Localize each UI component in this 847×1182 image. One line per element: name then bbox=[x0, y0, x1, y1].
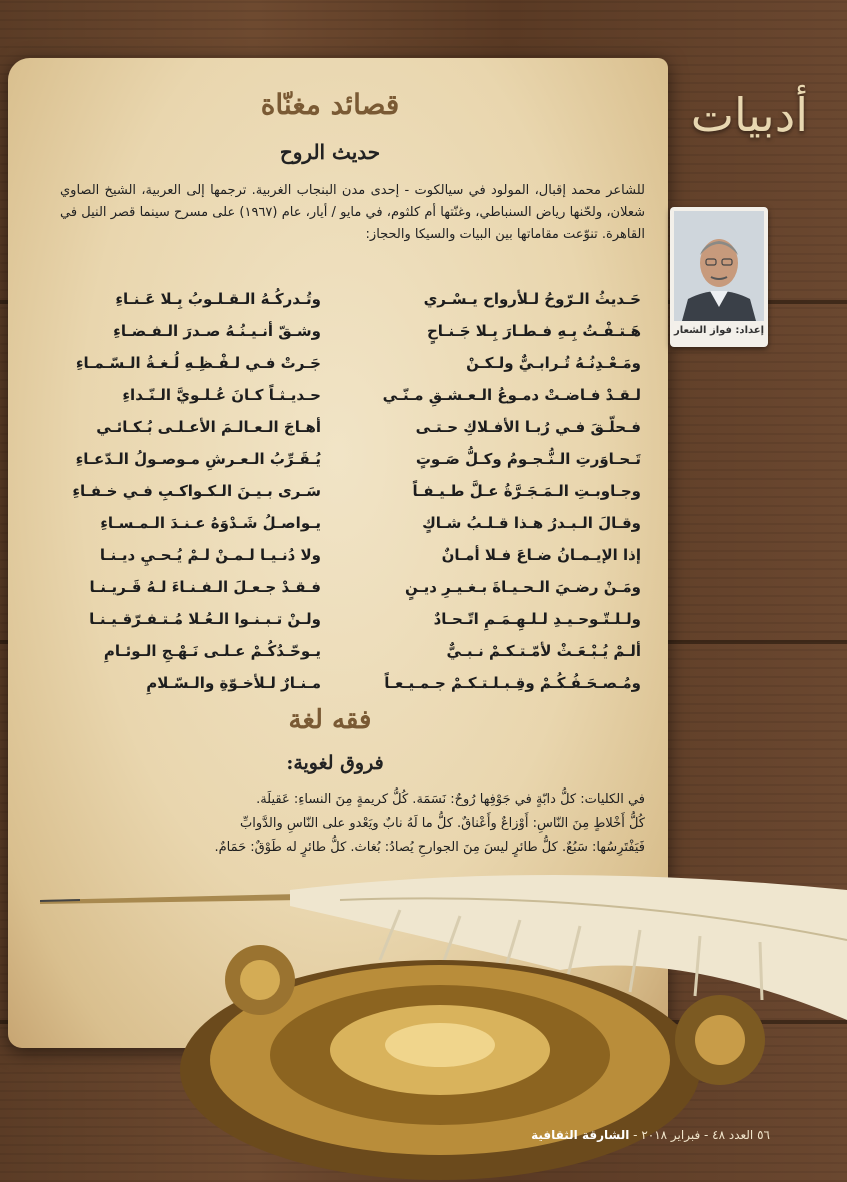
page-footer bbox=[530, 1128, 770, 1142]
verse-second-half: ولـنْ تـبـنـوا الـعُـلا مُـتـفـرّقـيـنـا bbox=[89, 610, 321, 628]
verse-second-half: سَـرى بـيـنَ الـكـواكـبِ فـي خـفـاءِ bbox=[72, 482, 321, 500]
verse-first-half: لـقـدْ فـاضـتْ دمـوعُ الـعـشـقِ مـنّـي bbox=[382, 386, 641, 404]
verse-second-half: يُـقَـرِّبُ الـعـرشِ مـوصـولُ الـدّعـاءِ bbox=[75, 450, 321, 468]
verse-first-half: ومَـنْ رضـيَ الـحـيـاةَ بـغـيـرِ ديـنٍ bbox=[404, 578, 641, 596]
verse-second-half: وشـقّ أنـيـنُـهُ صـدرَ الـفـضـاءِ bbox=[113, 322, 321, 340]
fiqh-line: كُلُّ أَخْلاطٍ مِنَ النّاسِ: أَوْزاعٌ وأَعْناقٌ. كلُّ ما لَهُ نابٌ ويَعْدو على النّاسِ والدَّوابِّ bbox=[239, 816, 645, 831]
poem-row bbox=[56, 610, 641, 642]
verse-first-half: هَـتـفْـتُ بِـهِ فـطـارَ بِـلا جَـنـاحٍ bbox=[426, 322, 641, 340]
author-card bbox=[670, 207, 768, 347]
section-label: أدبيات bbox=[690, 88, 808, 142]
verse-second-half: يـواصـلُ شَـدْوَهُ عـنـدَ الـمـسـاءِ bbox=[100, 514, 321, 532]
poem-row bbox=[56, 354, 641, 386]
verse-second-half: فـقـدْ جـعـلَ الـفـنـاءَ لـهُ قَـريـنـا bbox=[89, 578, 321, 596]
inkwell-image bbox=[160, 920, 847, 1182]
fiqh-line: فَيَفْتَرِسُها: سَبُعٌ. كلُّ طائرٍ ليسَ مِنَ الجوارحِ يُصادُ: بُغاث. كلُّ طائرٍ له طَوْقٌ: حَمَامٌ. bbox=[214, 840, 645, 855]
author-credit: إعداد: فواز الشعار bbox=[673, 325, 765, 336]
verse-second-half: أهـاجَ الـعـالـمَ الأعـلـى بُـكـائـي bbox=[96, 418, 321, 436]
verse-first-half: إذا الإيـمـانُ ضـاعَ فـلا أمـانٌ bbox=[441, 546, 641, 564]
fiqh-line: في الكليات: كلُّ دابّةٍ في جَوْفِها رُوحٌ: نَسَمَة. كُلُّ كريمةٍ مِنَ النساءِ: عَقيلَة. bbox=[256, 792, 645, 807]
verse-second-half: وتُـدركُـهُ الـقـلـوبُ بِـلا عَـنـاءِ bbox=[115, 290, 321, 308]
verse-second-half: ولا دُنـيـا لـمـنْ لـمْ يُـحـيِ ديـنـا bbox=[99, 546, 321, 564]
author-photo bbox=[674, 211, 764, 321]
poem-row bbox=[56, 290, 641, 322]
footer-issue: العدد ٤٨ - فبراير ٢٠١٨ - bbox=[633, 1128, 754, 1142]
fiqh-subtitle: فروق لغوية: bbox=[286, 752, 384, 774]
poem bbox=[56, 290, 641, 706]
verse-second-half: جَـرتْ فـي لـفْـظِـهِ لُـغـةُ الـسّـمـاءِ bbox=[75, 354, 321, 372]
article-subtitle: حديث الروح bbox=[279, 140, 381, 164]
poem-row bbox=[56, 322, 641, 354]
verse-first-half: فـحلّـقَ فـي رُبـا الأفـلاكِ حـتـى bbox=[415, 418, 641, 436]
article-title: قصائد مغنّاة bbox=[260, 88, 400, 121]
poem-row bbox=[56, 546, 641, 578]
poem-row bbox=[56, 642, 641, 674]
verse-first-half: وقـالَ الـبـدرُ هـذا قـلـبُ شـاكٍ bbox=[422, 514, 641, 532]
verse-second-half: مـنـارٌ لـلأخـوّةِ والـسّـلامِ bbox=[146, 674, 321, 692]
verse-first-half: تَـحـاوَرتِ الـنُّـجـومُ وكـلُّ صَـوتٍ bbox=[415, 450, 641, 468]
fiqh-title: فقه لغة bbox=[288, 705, 372, 735]
poem-row bbox=[56, 482, 641, 514]
verse-second-half: حـديـثـاً كـانَ عُـلـويَّ الـنّـداءِ bbox=[122, 386, 321, 404]
poem-row bbox=[56, 514, 641, 546]
poem-row bbox=[56, 418, 641, 450]
verse-first-half: ألـمْ يُـبْـعَـثْ لأمّـتـكـمْ نـبـيٌّ bbox=[446, 642, 641, 660]
fiqh-body bbox=[30, 788, 645, 860]
verse-first-half: حَـديثُ الـرّوحُ لـلأرواح يـسْـري bbox=[423, 290, 641, 308]
footer-brand: الشارقة الثقافية bbox=[531, 1128, 630, 1142]
verse-first-half: ولـلـتّـوحـيـدِ لـلـهِـمَـمِ اتّـحـادٌ bbox=[433, 610, 641, 628]
poem-row bbox=[56, 578, 641, 610]
verse-first-half: وجـاوبـتِ الـمَـجَـرَّةُ عـلَّ طـيـفـاً bbox=[412, 482, 641, 500]
poem-row bbox=[56, 450, 641, 482]
verse-second-half: يـوحّـدُكُـمْ عـلـى نَـهْـجِ الـوئـامِ bbox=[103, 642, 321, 660]
poem-row bbox=[56, 674, 641, 706]
verse-first-half: ومُـصـحَـفُـكُـمْ وقِـبـلـتـكـمْ جـمـيـعـاً bbox=[384, 674, 641, 692]
article-intro: للشاعر محمد إقبال، المولود في سيالكوت - إحدى مدن البنجاب الغربية. ترجمها إلى العربية، الشيخ الصاوي شعلان، ولحّنها رياض السنباطي، وغنّتها أم كلثوم، في مايو / أيار، عام (١٩٦٧) على مسرح سينما قصر النيل في القاهرة. تنوّعت مقاماتها بين البيات والسيكا والحجاز: bbox=[60, 183, 646, 242]
footer-page-number: ٥٦ bbox=[757, 1128, 770, 1142]
poem-row bbox=[56, 386, 641, 418]
verse-first-half: ومَـعْـدِنُـهُ تُـرابـيٌّ ولـكـنْ bbox=[466, 354, 641, 372]
